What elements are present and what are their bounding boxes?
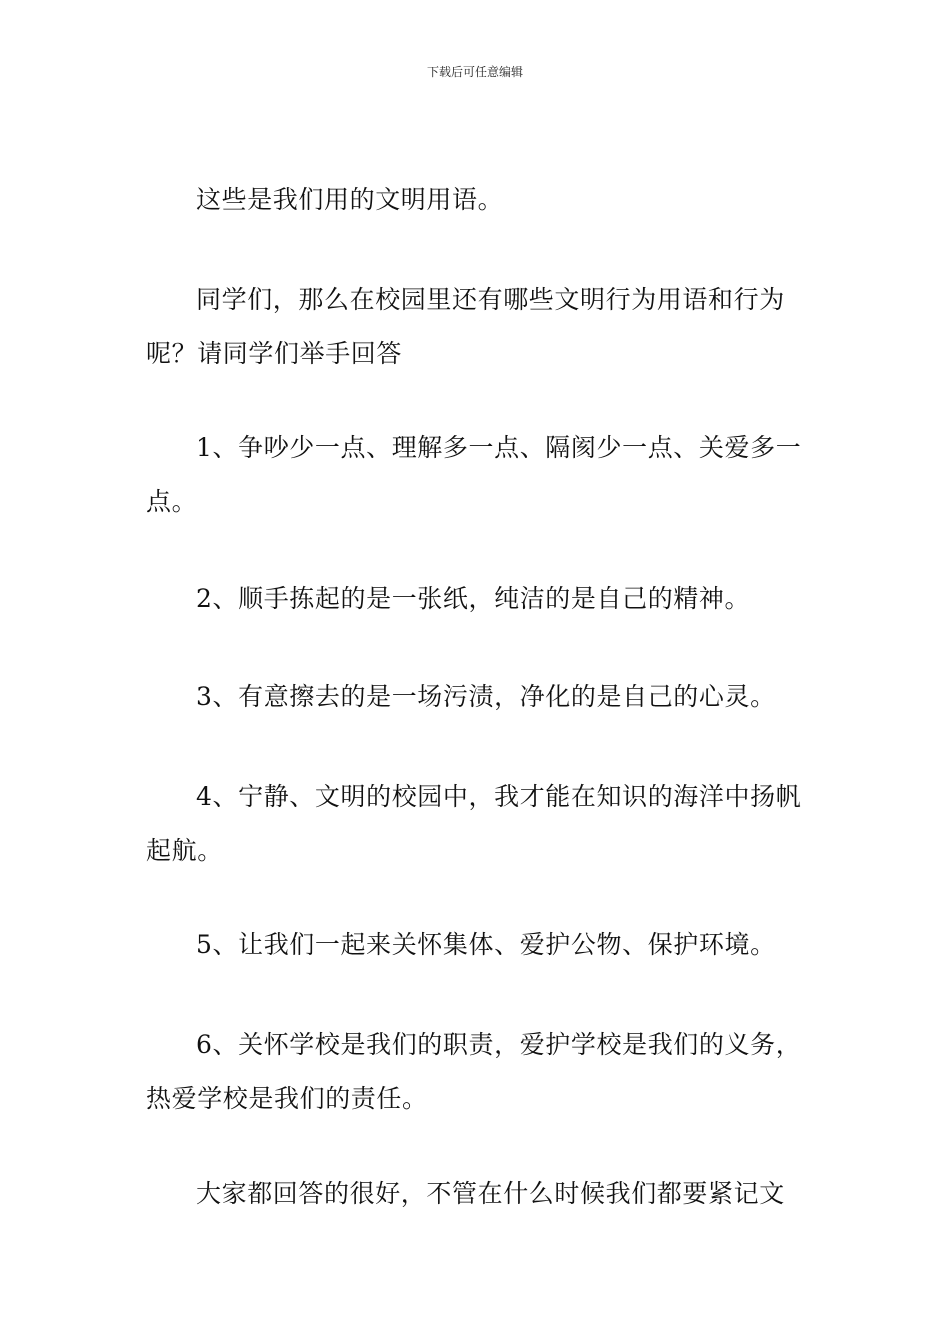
list-item-4: 4、宁静、文明的校园中，我才能在知识的海洋中扬帆起航。 <box>146 782 802 865</box>
list-item-5: 5、让我们一起来关怀集体、爱护公物、保护环境。 <box>196 930 776 959</box>
paragraph-intro: 这些是我们用的文明用语。 <box>196 185 504 214</box>
list-item-3: 3、有意擦去的是一场污渍，净化的是自己的心灵。 <box>196 682 776 711</box>
list-item-1: 1、争吵少一点、理解多一点、隔阂少一点、关爱多一点。 <box>146 433 802 516</box>
list-item-2: 2、顺手拣起的是一张纸，纯洁的是自己的精神。 <box>196 584 751 613</box>
paragraph-question: 同学们，那么在校园里还有哪些文明行为用语和行为呢？请同学们举手回答 <box>146 285 785 368</box>
list-item-6: 6、关怀学校是我们的职责，爱护学校是我们的义务，热爱学校是我们的责任。 <box>146 1030 802 1113</box>
page-header: 下载后可任意编辑 <box>426 65 523 79</box>
paragraph-closing: 大家都回答的很好，不管在什么时候我们都要紧记文 <box>196 1179 785 1208</box>
